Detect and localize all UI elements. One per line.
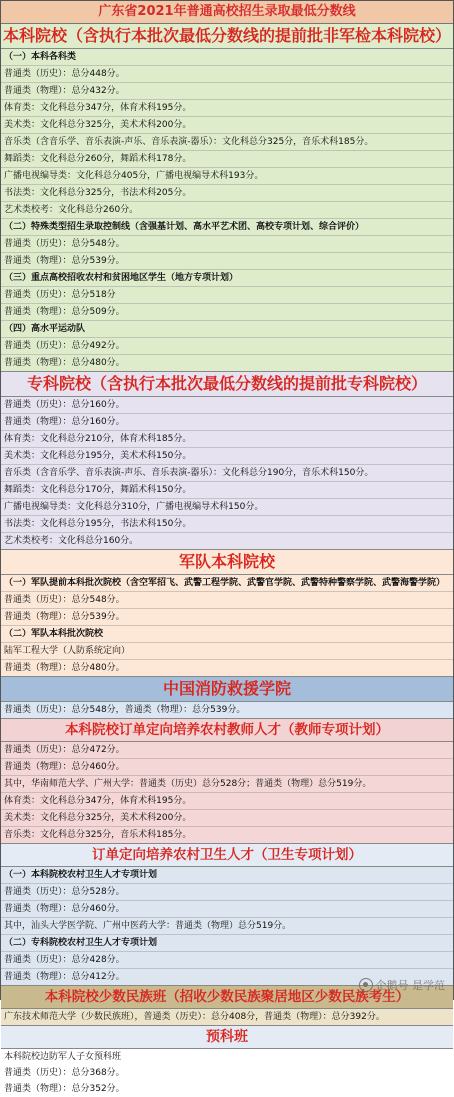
section-lines-fire-rescue bbox=[1, 702, 453, 718]
section-military bbox=[1, 550, 453, 677]
section-fire-rescue bbox=[1, 677, 453, 719]
section-header-military: 军队本科院校 bbox=[1, 550, 453, 575]
score-line: 普通类（历史）：总分528分。 bbox=[1, 884, 453, 901]
score-line: 书法类：文化科总分195分，书法术科150分。 bbox=[1, 516, 453, 533]
subsection-heading: （二）特殊类型招生录取控制线（含强基计划、高水平艺术团、高校专项计划、综合评价） bbox=[1, 219, 453, 236]
subsection-heading: （一）本科院校农村卫生人才专项计划 bbox=[1, 867, 453, 884]
watermark-text: 企鹅号 是学范 bbox=[375, 979, 445, 992]
score-line: 艺术类校考：文化科总分160分。 bbox=[4, 536, 139, 546]
score-line: 普通类（历史）：总分548分。 bbox=[1, 592, 453, 609]
score-line: 其中，汕头大学医学院、广州中医药大学：普通类（物理）总分519分。 bbox=[1, 918, 453, 935]
section-header-prep-class: 预科班 bbox=[1, 1026, 453, 1049]
score-line: 普通类（物理）：总分352分。 bbox=[4, 1084, 125, 1094]
score-line: 普通类（物理）：总分480分。 bbox=[4, 663, 125, 673]
section-header-teacher-program: 本科院校订单定向培养农村教师人才（教师专项计划） bbox=[1, 719, 453, 742]
subsection-heading: （一）本科各科类 bbox=[1, 49, 453, 66]
section-health-program bbox=[1, 844, 453, 986]
score-line: 普通类（物理）：总分412分。 bbox=[4, 972, 125, 982]
score-line: 普通类（历史）：总分548分，普通类（物理）：总分539分。 bbox=[4, 705, 246, 715]
watermark bbox=[359, 977, 446, 993]
score-line: 普通类（历史）：总分492分。 bbox=[1, 338, 453, 355]
section-lines-prep-class bbox=[1, 1049, 453, 1097]
section-header-ethnic-class: 本科院校少数民族班（招收少数民族聚居地区少数民族考生） bbox=[1, 986, 453, 1009]
score-line: 音乐类：文化科总分325分，音乐术科185分。 bbox=[4, 830, 192, 840]
section-prep-class bbox=[1, 1026, 453, 1097]
section-header-health-program: 订单定向培养农村卫生人才（卫生专项计划） bbox=[1, 844, 453, 867]
section-lines-military bbox=[1, 575, 453, 676]
score-line: 音乐类（含音乐学、音乐表演-声乐、音乐表演-器乐）：文化科总分325分，音乐术科185分。 bbox=[1, 134, 453, 151]
section-lines-undergrad bbox=[1, 49, 453, 371]
score-line: 美术类：文化科总分325分，美术术科200分。 bbox=[1, 117, 453, 134]
score-line: 广东技术师范大学（少数民族班），普通类（历史）：总分408分，普通类（物理）：总分392分。 bbox=[4, 1012, 385, 1022]
subsection-heading: （二）专科院校农村卫生人才专项计划 bbox=[1, 935, 453, 952]
score-line: 艺术类校考：文化科总分260分。 bbox=[1, 202, 453, 219]
section-teacher-program bbox=[1, 719, 453, 844]
score-line: 普通类（历史）：总分448分。 bbox=[1, 66, 453, 83]
score-line: 普通类（物理）：总分432分。 bbox=[1, 83, 453, 100]
score-line: 体育类：文化科总分347分，体育术科195分。 bbox=[1, 100, 453, 117]
score-line: 舞蹈类：文化科总分260分，舞蹈术科178分。 bbox=[1, 151, 453, 168]
score-line: 广播电视编导类：文化科总分310分，广播电视编导术科150分。 bbox=[1, 499, 453, 516]
score-line: 美术类：文化科总分195分，美术术科150分。 bbox=[1, 448, 453, 465]
subsection-heading: （二）军队本科批次院校 bbox=[1, 626, 453, 643]
section-header-fire-rescue: 中国消防救援学院 bbox=[1, 677, 453, 702]
subsection-heading: （一）军队提前本科批次院校（含空军招飞、武警工程学院、武警官学院、武警特种警察学院、武警海警学院） bbox=[1, 575, 453, 592]
section-header-undergrad: 本科院校（含执行本批次最低分数线的提前批非军检本科院校） bbox=[1, 24, 453, 49]
score-line: 美术类：文化科总分325分，美术术科200分。 bbox=[1, 810, 453, 827]
subsection-heading: （四）高水平运动队 bbox=[1, 321, 453, 338]
score-line: 普通类（物理）：总分460分。 bbox=[1, 901, 453, 918]
score-line: 舞蹈类：文化科总分170分，舞蹈术科150分。 bbox=[1, 482, 453, 499]
score-line: 普通类（历史）：总分368分。 bbox=[4, 1068, 125, 1078]
subsection-heading: （三）重点高校招收农村和贫困地区学生（地方专项计划） bbox=[1, 270, 453, 287]
score-line: 普通类（物理）：总分539分。 bbox=[1, 253, 453, 270]
score-line: 音乐类（含音乐学、音乐表演-声乐、音乐表演-器乐）：文化科总分190分，音乐术科150分。 bbox=[1, 465, 453, 482]
score-line: 其中，华南师范大学、广州大学：普通类（历史）总分528分；普通类（物理）总分519分。 bbox=[1, 776, 453, 793]
score-line: 普通类（历史）：总分472分。 bbox=[1, 742, 453, 759]
section-undergrad bbox=[1, 24, 453, 372]
score-line: 体育类：文化科总分210分，体育术科185分。 bbox=[1, 431, 453, 448]
section-junior-college bbox=[1, 372, 453, 550]
page-title: 广东省2021年普通高校招生录取最低分数线 bbox=[1, 1, 453, 24]
section-header-junior-college: 专科院校（含执行本批次最低分数线的提前批专科院校） bbox=[1, 372, 453, 397]
penguin-logo-icon bbox=[359, 978, 373, 992]
score-line: 本科院校边防军人子女预科班 bbox=[4, 1052, 122, 1062]
section-lines-ethnic-class bbox=[1, 1009, 453, 1025]
section-lines-health-program bbox=[1, 867, 453, 985]
score-line: 普通类（历史）：总分160分。 bbox=[1, 397, 453, 414]
score-line: 普通类（历史）：总分428分。 bbox=[1, 952, 453, 969]
score-line: 广播电视编导类：文化科总分405分，广播电视编导术科193分。 bbox=[1, 168, 453, 185]
score-line: 普通类（物理）：总分539分。 bbox=[1, 609, 453, 626]
score-line: 普通类（历史）：总分518分 bbox=[1, 287, 453, 304]
score-line: 普通类（物理）：总分480分。 bbox=[4, 358, 125, 368]
score-line: 普通类（物理）：总分460分。 bbox=[1, 759, 453, 776]
score-line: 普通类（历史）：总分548分。 bbox=[1, 236, 453, 253]
score-line: 普通类（物理）：总分509分。 bbox=[1, 304, 453, 321]
section-lines-junior-college bbox=[1, 397, 453, 549]
score-line: 书法类：文化科总分325分，书法术科205分。 bbox=[1, 185, 453, 202]
section-lines-teacher-program bbox=[1, 742, 453, 843]
score-line: 普通类（物理）：总分160分。 bbox=[1, 414, 453, 431]
score-line: 陆军工程大学（人防系统定向） bbox=[1, 643, 453, 660]
score-line: 体育类：文化科总分347分，体育术科195分。 bbox=[1, 793, 453, 810]
